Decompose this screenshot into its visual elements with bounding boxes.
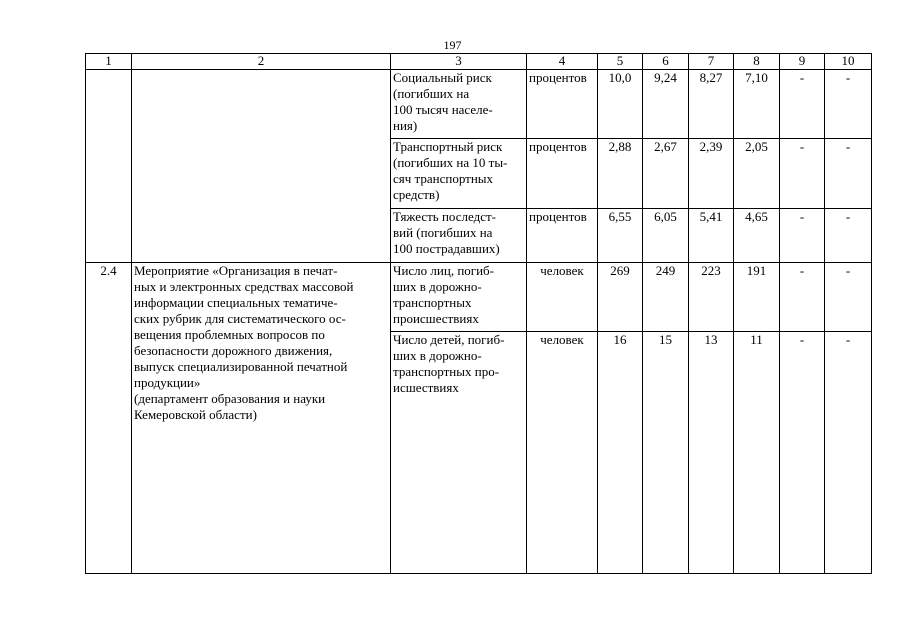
indicator-cell [391,70,527,139]
header-cell: 3 [391,54,527,70]
measure-line: выпуск специализированной печатной [134,359,348,374]
indicator-line: транспортных про- [393,364,500,379]
unit-cell: процентов [527,139,598,209]
value-cell: 2,05 [734,139,780,209]
measure-line: вещения проблемных вопросов по [134,327,325,342]
value-cell: - [780,70,825,139]
header-cell: 1 [86,54,132,70]
indicator-line: сяч транспортных [393,171,494,186]
value-cell: 15 [643,332,689,574]
measure-line: безопасности дорожного движения, [134,343,333,358]
value-cell: 7,10 [734,70,780,139]
indicator-cell [391,209,527,263]
indicator-line: (погибших на [393,86,470,101]
value-cell: 223 [689,263,734,332]
value-cell: 2,88 [598,139,643,209]
value-cell: 2,67 [643,139,689,209]
value-cell: - [780,263,825,332]
value-cell: 8,27 [689,70,734,139]
value-cell: 6,55 [598,209,643,263]
empty-measure-cell [132,70,391,263]
unit-cell: человек [527,332,598,574]
value-cell: - [825,70,872,139]
value-cell: - [825,209,872,263]
table-row [86,70,872,139]
indicator-line: вий (погибших на [393,225,493,240]
indicators-table [85,53,872,574]
indicator-line: происшествиях [393,311,479,326]
indicator-line: ших в дорожно- [393,348,482,363]
header-cell: 2 [132,54,391,70]
measure-line: ных и электронных средствах массовой [134,279,354,294]
unit-cell: процентов [527,209,598,263]
indicator-cell [391,139,527,209]
page-number: 197 [443,38,462,52]
measure-line: продукции» [134,375,201,390]
header-cell: 9 [780,54,825,70]
measure-line: (департамент образования и науки [134,391,326,406]
indicator-line: Социальный риск [393,70,492,85]
value-cell: - [780,209,825,263]
value-cell: 6,05 [643,209,689,263]
value-cell: 191 [734,263,780,332]
value-cell: - [825,139,872,209]
value-cell: 249 [643,263,689,332]
value-cell: 9,24 [643,70,689,139]
value-cell: 5,41 [689,209,734,263]
indicator-line: средств) [393,187,440,202]
header-cell: 10 [825,54,872,70]
indicator-cell [391,263,527,332]
measure-description [132,263,391,574]
indicator-line: Транспортный риск [393,139,503,154]
indicator-line: Тяжесть последст- [393,209,496,224]
indicator-line: исшествиях [393,380,459,395]
measure-line: Мероприятие «Организация в печат- [134,263,338,278]
header-cell: 5 [598,54,643,70]
header-cell: 8 [734,54,780,70]
indicator-line: 100 пострадавших) [393,241,500,256]
measure-line: информации специальных тематиче- [134,295,338,310]
indicator-line: Число лиц, погиб- [393,263,495,278]
measure-line: Кемеровской области) [134,407,257,422]
value-cell: - [825,332,872,574]
value-cell: 16 [598,332,643,574]
measure-line: ских рубрик для систематического ос- [134,311,346,326]
value-cell: - [780,332,825,574]
column-number-header-row [86,54,872,70]
value-cell: 2,39 [689,139,734,209]
indicator-line: (погибших на 10 ты- [393,155,508,170]
value-cell: 4,65 [734,209,780,263]
value-cell: 11 [734,332,780,574]
indicator-line: 100 тысяч населе- [393,102,493,117]
value-cell: 269 [598,263,643,332]
indicator-line: транспортных [393,295,472,310]
indicator-cell [391,332,527,574]
unit-cell: процентов [527,70,598,139]
indicator-line: ших в дорожно- [393,279,482,294]
unit-cell: человек [527,263,598,332]
indicator-line: ния) [393,118,418,133]
value-cell: 13 [689,332,734,574]
value-cell: - [825,263,872,332]
header-cell: 7 [689,54,734,70]
value-cell: 10,0 [598,70,643,139]
header-cell: 6 [643,54,689,70]
value-cell: - [780,139,825,209]
table-row [86,263,872,332]
measure-number: 2.4 [86,263,132,574]
empty-number-cell [86,70,132,263]
header-cell: 4 [527,54,598,70]
indicator-line: Число детей, погиб- [393,332,505,347]
